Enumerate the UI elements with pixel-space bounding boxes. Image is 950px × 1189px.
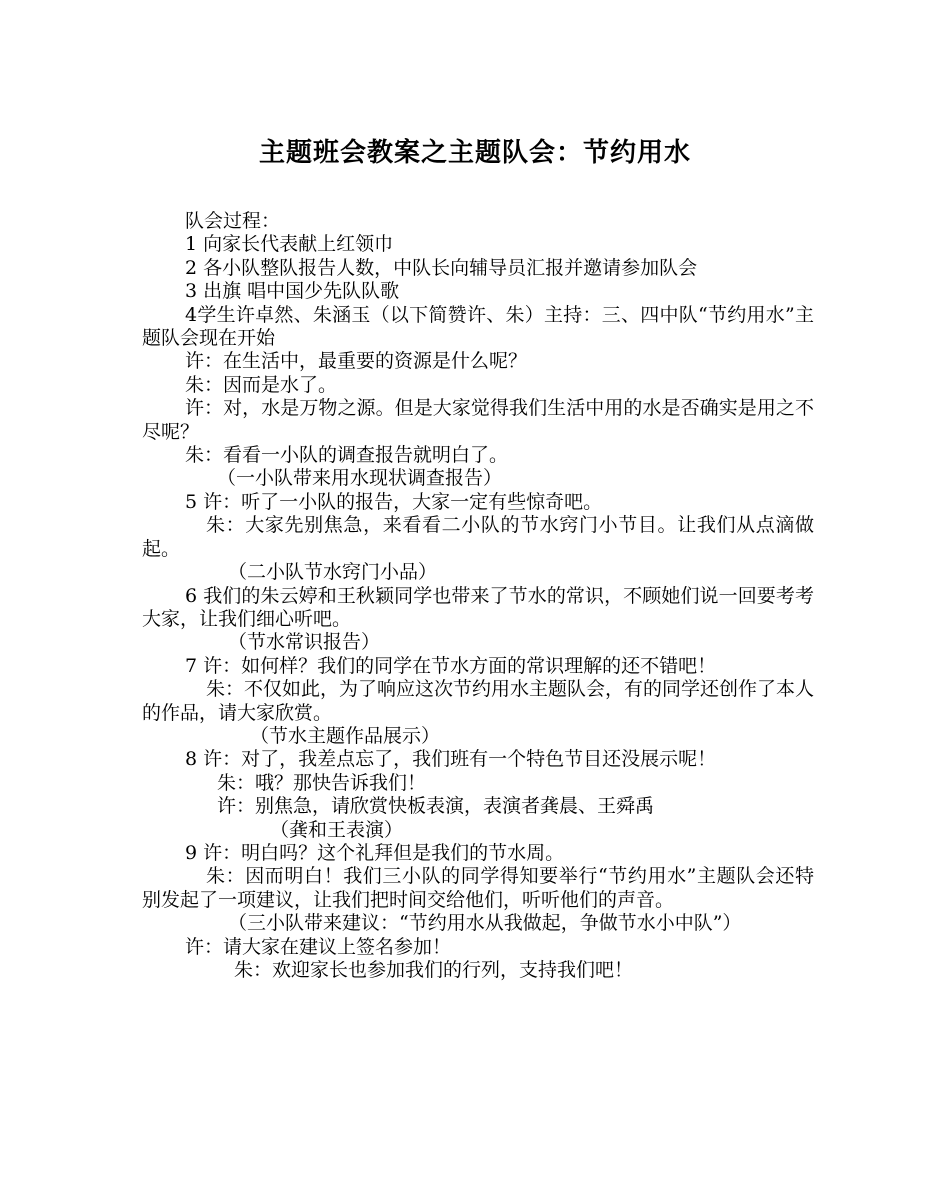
paragraph: 朱：看看一小队的调查报告就明白了。: [185, 444, 509, 467]
paragraph: 许：别焦急，请欣赏快板表演，表演者龚晨、王舜禹: [217, 795, 655, 818]
paragraph: 2 各小队整队报告人数，中队长向辅导员汇报并邀请参加队会: [185, 256, 698, 279]
paragraph: 许：对，水是万物之源。但是大家觉得我们生活中用的水是否确实是用之不尽呢？: [142, 397, 814, 443]
paragraph: 队会过程：: [185, 210, 281, 232]
paragraph: 许：请大家在建议上签名参加！: [185, 935, 452, 958]
paragraph: 朱：哦？那快告诉我们！: [217, 771, 427, 794]
paragraph: （龚和王表演）: [270, 818, 404, 841]
paragraph: 朱：欢迎家长也参加我们的行列，支持我们吧！: [234, 959, 634, 981]
paragraph: 7 许：如何样？我们的同学在节水方面的常识理解的还不错吧！: [185, 654, 717, 677]
paragraph: 1 向家长代表献上红领巾: [185, 233, 394, 256]
paragraph: 朱：因而是水了。: [185, 373, 338, 396]
paragraph: （三小队带来建议：“节约用水从我做起，争做节水小中队”）: [228, 912, 742, 935]
paragraph: 9 许：明白吗？这个礼拜但是我们的节水周。: [185, 841, 565, 864]
paragraph: （节水常识报告）: [228, 631, 381, 654]
paragraph: 朱：大家先别焦急，来看看二小队的节水窍门小节目。让我们从点滴做起。: [142, 514, 814, 560]
paragraph: 4学生许卓然、朱涵玉（以下简赞许、朱）主持：三、四中队“节约用水”主题队会现在开始: [142, 303, 814, 350]
paragraph: （节水主题作品展示）: [250, 724, 441, 747]
paragraph: 许：在生活中，最重要的资源是什么呢？: [185, 350, 528, 373]
document-title: 主题班会教案之主题队会：节约用水: [258, 138, 691, 168]
document-body: [142, 210, 814, 982]
paragraph: 朱：不仅如此，为了响应这次节约用水主题队会，有的同学还创作了本人的作品，请大家欣赏。: [142, 678, 815, 724]
paragraph: 3 出旗 唱中国少先队队歌: [185, 280, 400, 303]
paragraph: 5 许：听了一小队的报告，大家一定有些惊奇吧。: [185, 490, 603, 513]
paragraph: （一小队带来用水现状调查报告）: [217, 467, 503, 490]
paragraph: 6 我们的朱云婷和王秋颖同学也带来了节水的常识，不顾她们说一回要考考大家，让我们细心听吧。: [142, 584, 814, 630]
paragraph: 8 许：对了，我差点忘了，我们班有一个特色节目还没展示呢！: [185, 748, 717, 771]
paragraph: （二小队节水窍门小品）: [228, 561, 438, 584]
paragraph: 朱：因而明白！我们三小队的同学得知要举行“节约用水”主题队会还特别发起了一项建议，让我们把时间交给他们，听听他们的声音。: [142, 865, 814, 911]
